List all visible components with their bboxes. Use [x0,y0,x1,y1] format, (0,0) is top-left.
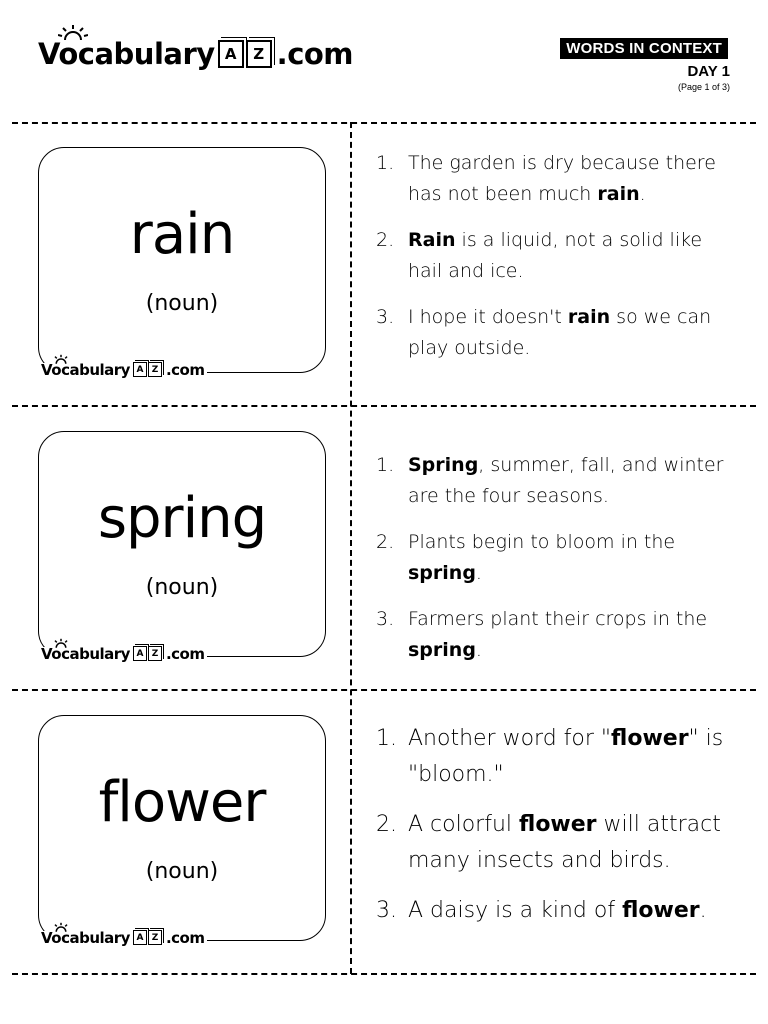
logo-suffix: .com [276,37,354,71]
logo-blocks [133,930,163,945]
sun-icon [58,24,88,40]
site-logo [38,37,354,71]
card-part-of-speech: (noun) [145,575,219,600]
logo-text: Vocabulary [38,37,215,71]
vocab-word: Spring [408,454,479,476]
logo-suffix: .com [165,361,205,379]
logo-suffix: .com [165,929,205,947]
vocab-word: spring [408,562,476,584]
logo-block-a: A [133,646,147,661]
sentence-text: Farmers plant their crops in the spring. [408,608,708,661]
sentence [376,450,736,512]
flashcard-rain [38,147,326,379]
card-part-of-speech: (noun) [145,859,219,884]
cut-line [12,405,756,407]
sentence-text: Another word for "flower" is "bloom." [408,726,724,787]
worksheet-title: WORDS IN CONTEXT [560,38,728,59]
sentence-number: 2. [376,229,395,251]
sentence-text: The garden is dry because there has not been much rain. [408,152,716,205]
sentence-text: Spring, summer, fall, and winter are the four seasons. [408,454,724,507]
sentence-list-spring [376,450,736,681]
card-logo [41,931,207,946]
sentence-text: Plants begin to bloom in the spring. [408,531,676,584]
sentence-number: 3. [376,898,397,923]
vocab-word: spring [408,639,476,661]
logo-suffix: .com [165,645,205,663]
card-logo [41,647,207,662]
sentence-number: 1. [376,454,395,476]
card-word: spring [97,486,267,551]
vocab-word: Rain [408,229,456,251]
vocab-word: rain [567,306,611,328]
logo-blocks [218,40,274,68]
logo-text: Vocabulary [41,361,130,379]
sentence [376,721,736,793]
sun-icon [52,922,70,932]
sun-icon [52,354,70,364]
logo-block-a: A [218,40,244,68]
sentence-number: 2. [376,812,397,837]
sentence-number: 2. [376,531,395,553]
sentence [376,148,736,210]
sentence-list-flower [376,721,736,943]
flashcard-spring [38,431,326,663]
logo-text: Vocabulary [41,645,130,663]
vocab-word: rain [597,183,640,205]
logo-block-z: Z [148,362,162,377]
card-logo [41,363,207,378]
sentence-text: I hope it doesn't rain so we can play outside. [408,306,712,359]
vocab-word: flower [519,812,597,837]
vocab-word: flower [622,898,700,923]
logo-block-a: A [133,362,147,377]
page-header [0,0,768,120]
logo-block-z: Z [246,40,272,68]
sentence-number: 1. [376,726,397,751]
sentence [376,807,736,879]
card-part-of-speech: (noun) [145,291,219,316]
sentence [376,225,736,287]
logo-block-z: Z [148,930,162,945]
cut-line [12,973,756,975]
card-word: flower [98,770,266,835]
sentence-list-rain [376,148,736,379]
logo-text: Vocabulary [41,929,130,947]
sentence [376,527,736,589]
logo-blocks [133,362,163,377]
sentence-number: 3. [376,306,395,328]
sentence [376,604,736,666]
sentence-text: A colorful flower will attract many insects and birds. [408,812,721,873]
sentence-text: A daisy is a kind of flower. [408,898,707,923]
logo-block-z: Z [148,646,162,661]
day-label: DAY 1 [687,63,730,80]
sentence-number: 1. [376,152,395,174]
page-indicator: (Page 1 of 3) [677,82,730,92]
sentence-text: Rain is a liquid, not a solid like hail and ice. [408,229,703,282]
sentence [376,302,736,364]
vocab-word: flower [611,726,689,751]
sentence [376,893,736,929]
cut-line [12,122,756,124]
cut-line-vertical [350,122,352,974]
logo-blocks [133,646,163,661]
logo-block-a: A [133,930,147,945]
flashcard-flower [38,715,326,947]
sentence-number: 3. [376,608,395,630]
sun-icon [52,638,70,648]
card-word: rain [129,202,235,267]
cut-line [12,689,756,691]
